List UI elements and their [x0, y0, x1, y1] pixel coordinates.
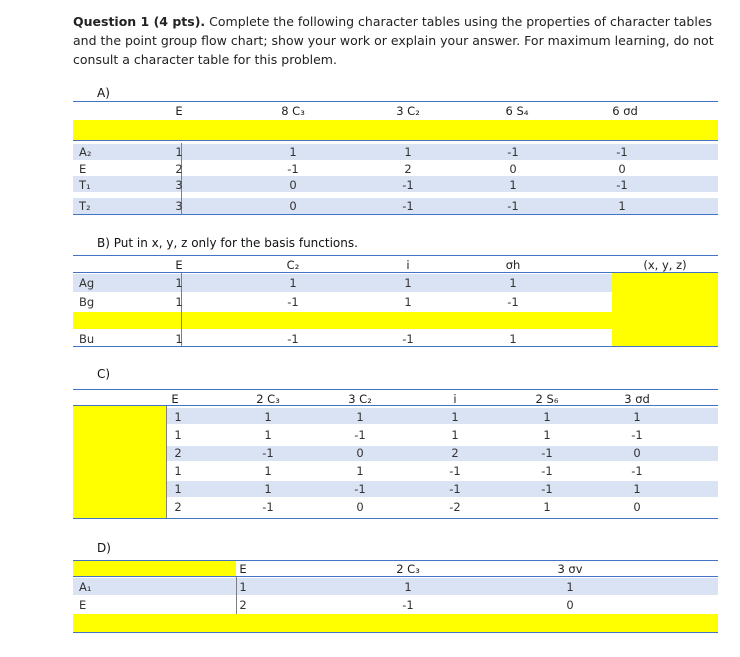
table-cell: 1	[174, 482, 182, 496]
table-a-top-rule	[73, 101, 718, 102]
table-cell: 0	[618, 162, 626, 176]
table-a-header: 6 σd	[612, 104, 638, 118]
table-cell: 0	[289, 199, 297, 213]
table-cell: -1	[262, 500, 274, 514]
table-cell: 2	[174, 446, 182, 460]
table-cell: -1	[449, 464, 461, 478]
table-cell: -1	[541, 464, 553, 478]
table-b-blank-row	[73, 312, 613, 329]
table-cell: 1	[543, 500, 551, 514]
table-cell: 1	[633, 410, 641, 424]
table-cell: -1	[616, 178, 628, 192]
table-cell: -1	[631, 464, 643, 478]
table-cell: 1	[175, 332, 183, 346]
table-cell: 1	[289, 145, 297, 159]
irrep-label: A₂	[79, 145, 92, 159]
table-d-header: 2 C₃	[396, 562, 420, 576]
table-cell: -1	[262, 446, 274, 460]
table-c-header: 3 C₂	[348, 392, 372, 406]
table-cell: 1	[509, 276, 517, 290]
table-cell: -1	[507, 199, 519, 213]
table-b-header: C₂	[286, 258, 300, 272]
table-a-label: A)	[97, 86, 110, 100]
table-cell: 1	[175, 145, 183, 159]
table-cell: 1	[543, 428, 551, 442]
table-cell: 1	[264, 464, 272, 478]
table-c-header: 2 S₆	[535, 392, 559, 406]
table-cell: 1	[356, 410, 364, 424]
table-cell: 0	[356, 446, 364, 460]
table-d-header: 3 σv	[557, 562, 583, 576]
table-c-header: 2 C₃	[256, 392, 280, 406]
table-b-label: B) Put in x, y, z only for the basis functions.	[97, 236, 358, 250]
table-cell: -1	[402, 598, 414, 612]
table-cell: 0	[509, 162, 517, 176]
table-cell: 1	[239, 580, 247, 594]
table-cell: 0	[566, 598, 574, 612]
table-a-header: E	[175, 104, 183, 118]
table-cell: -1	[287, 332, 299, 346]
table-cell: 1	[289, 276, 297, 290]
table-cell: -1	[541, 482, 553, 496]
irrep-label: Bu	[79, 332, 95, 346]
table-b-header: E	[175, 258, 183, 272]
table-cell: 1	[356, 464, 364, 478]
irrep-label: A₁	[79, 580, 92, 594]
table-cell: 1	[451, 428, 459, 442]
table-cell: 0	[633, 446, 641, 460]
table-a-header: 8 C₃	[281, 104, 305, 118]
table-cell: 2	[451, 446, 459, 460]
table-cell: -1	[354, 428, 366, 442]
table-cell: 1	[175, 276, 183, 290]
table-cell: 1	[174, 428, 182, 442]
table-cell: -1	[507, 145, 519, 159]
table-cell: -1	[354, 482, 366, 496]
table-b-basis-column	[612, 273, 718, 346]
table-b-header: σh	[505, 258, 521, 272]
table-cell: 2	[404, 162, 412, 176]
table-cell: 1	[175, 295, 183, 309]
table-c-header: E	[171, 392, 179, 406]
table-c-bottom-rule	[73, 518, 718, 519]
irrep-label: T₁	[79, 178, 91, 192]
table-d-header-rule	[73, 576, 718, 577]
table-cell: -1	[287, 162, 299, 176]
table-cell: 1	[264, 482, 272, 496]
table-cell: -1	[616, 145, 628, 159]
table-cell: 1	[509, 332, 517, 346]
table-cell: 1	[509, 178, 517, 192]
table-b-top-rule	[73, 255, 718, 256]
irrep-label: E	[79, 598, 87, 612]
table-cell: -1	[631, 428, 643, 442]
table-cell: 1	[451, 410, 459, 424]
question-title: Question 1 (4 pts).	[73, 14, 206, 29]
irrep-label: E	[79, 162, 87, 176]
table-cell: -1	[402, 332, 414, 346]
table-b-header: (x, y, z)	[643, 258, 687, 272]
table-b-header: i	[406, 258, 410, 272]
table-d-header-fill	[73, 560, 236, 576]
table-a-header-fill	[73, 120, 718, 140]
table-cell: 3	[175, 199, 183, 213]
table-d-bottom-rule	[73, 632, 718, 633]
table-cell: 1	[404, 276, 412, 290]
table-cell: 1	[543, 410, 551, 424]
table-cell: 1	[566, 580, 574, 594]
table-d-blank-row	[73, 614, 718, 632]
table-d-header: E	[239, 562, 247, 576]
table-cell: -1	[287, 295, 299, 309]
table-cell: -1	[449, 482, 461, 496]
table-a-bottom-rule	[73, 214, 718, 215]
table-cell: 1	[633, 482, 641, 496]
table-cell: 1	[174, 410, 182, 424]
table-cell: 0	[633, 500, 641, 514]
table-cell: 2	[174, 500, 182, 514]
table-cell: 1	[618, 199, 626, 213]
table-cell: -1	[402, 199, 414, 213]
table-cell: 1	[264, 428, 272, 442]
table-b-bottom-rule	[73, 346, 718, 347]
table-c-label-column	[73, 406, 166, 518]
table-cell: 2	[175, 162, 183, 176]
table-a-header-rule	[73, 140, 718, 141]
table-c-label: C)	[97, 367, 111, 381]
table-c-header: i	[453, 392, 457, 406]
table-d-label: D)	[97, 541, 111, 555]
table-cell: 3	[175, 178, 183, 192]
irrep-label: Bg	[79, 295, 95, 309]
table-cell: -1	[507, 295, 519, 309]
table-cell: -1	[541, 446, 553, 460]
table-cell: 1	[404, 295, 412, 309]
table-cell: 1	[174, 464, 182, 478]
table-d-top-rule	[73, 560, 718, 561]
table-b-row-band	[73, 274, 613, 292]
irrep-label: T₂	[79, 199, 91, 213]
table-cell: 0	[356, 500, 364, 514]
table-cell: 0	[289, 178, 297, 192]
table-c-header: 3 σd	[624, 392, 650, 406]
table-cell: 1	[404, 580, 412, 594]
table-cell: 1	[404, 145, 412, 159]
table-cell: 1	[264, 410, 272, 424]
table-c-top-rule	[73, 389, 718, 390]
table-a-header: 6 S₄	[505, 104, 529, 118]
table-cell: -1	[402, 178, 414, 192]
question-text	[73, 12, 723, 69]
question-body: Complete the following character tables using the properties of character tables and the point group flow chart; show your work or explain your answer. For maximum learning, do not consult a character table for this problem.	[73, 14, 714, 67]
table-cell: 2	[239, 598, 247, 612]
table-a-header: 3 C₂	[396, 104, 420, 118]
table-cell: -2	[449, 500, 461, 514]
irrep-label: Ag	[79, 276, 95, 290]
